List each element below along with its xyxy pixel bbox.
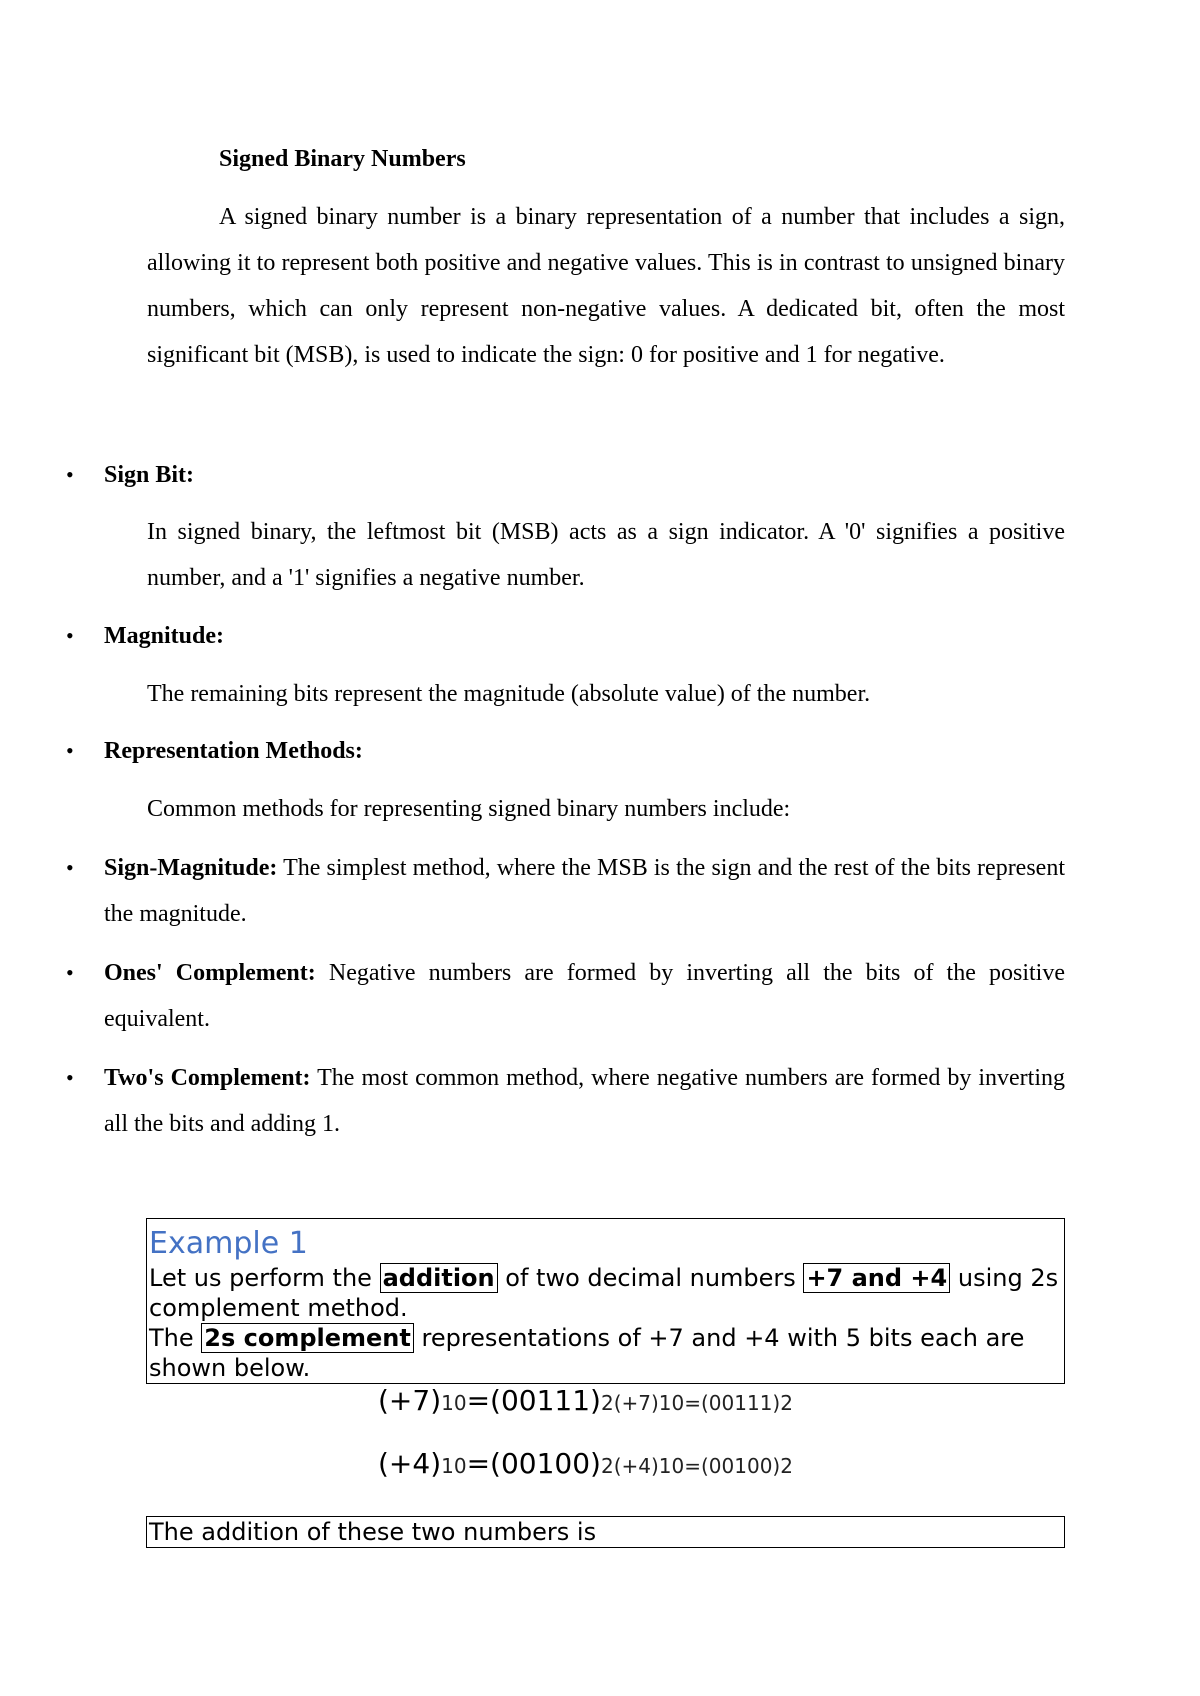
magnitude-heading: Magnitude: <box>104 623 224 649</box>
method-name: Ones' Complement: <box>104 960 316 986</box>
formula-equals: = <box>466 1384 491 1417</box>
formula-rhs-base: 2 <box>600 1391 614 1415</box>
bullet-icon: • <box>66 960 74 985</box>
formula-rhs: (00111) <box>490 1384 601 1417</box>
magnitude-text: The remaining bits represent the magnitude (absolute value) of the number. <box>147 681 871 707</box>
example-text: using 2s complement method. <box>149 1264 1059 1322</box>
method-description: Negative numbers are formed by inverting all the bits of the positive equivalent. <box>104 960 1065 1032</box>
bullet-icon: • <box>66 855 74 880</box>
bullet-icon: • <box>66 623 74 648</box>
document-title: Signed Binary Numbers <box>219 146 466 172</box>
formula-plain: (+4)10=(00100)2 <box>613 1454 793 1478</box>
sign-bit-heading: Sign Bit: <box>104 462 195 488</box>
highlight-addition: addition <box>380 1263 498 1293</box>
example-title: Example 1 <box>149 1226 308 1261</box>
formula-plus-7 <box>378 1384 793 1417</box>
bullet-icon: • <box>66 462 74 487</box>
representation-heading: Representation Methods: <box>104 738 363 764</box>
example-line-2 <box>149 1323 1062 1383</box>
sign-bit-text: In signed binary, the leftmost bit (MSB) acts as a sign indicator. A '0' signifies a positive number, and a '1' signifies a negative number. <box>147 519 1065 591</box>
example-text: of two decimal numbers <box>497 1264 804 1292</box>
example-box <box>146 1218 1065 1384</box>
formula-lhs-base: 10 <box>441 1391 467 1415</box>
formula-rhs-base: 2 <box>600 1454 614 1478</box>
formula-lhs-base: 10 <box>441 1454 467 1478</box>
formula-equals: = <box>466 1447 491 1480</box>
formula-plain: (+7)10=(00111)2 <box>613 1391 793 1415</box>
formula-rhs: (00100) <box>490 1447 601 1480</box>
example-text: The <box>149 1324 202 1352</box>
formula-lhs: (+4) <box>378 1447 442 1480</box>
method-name: Sign-Magnitude: <box>104 855 278 881</box>
intro-text: A signed binary number is a binary representation of a number that includes a sign, allowing it to represent both positive and negative values. This is in contrast to unsigned binary numbers, which can only represent non-negative values. A dedicated bit, often the most significant bit (MSB), is used to indicate the sign: 0 for positive and 1 for negative. <box>147 204 1065 368</box>
method-name: Two's Complement: <box>104 1065 311 1091</box>
bullet-icon: • <box>66 1065 74 1090</box>
formula-lhs: (+7) <box>378 1384 442 1417</box>
method-description: The most common method, where negative numbers are formed by inverting all the bits and adding 1. <box>104 1065 1065 1137</box>
bullet-icon: • <box>66 738 74 763</box>
method-description: The simplest method, where the MSB is the sign and the rest of the bits represent the magnitude. <box>104 855 1065 927</box>
formula-plus-4 <box>378 1447 793 1480</box>
method-sign-magnitude <box>104 845 1065 937</box>
addition-box <box>146 1516 1065 1548</box>
highlight-2s-complement: 2s complement <box>201 1323 414 1353</box>
example-line-1 <box>149 1263 1062 1323</box>
addition-text: The addition of these two numbers is <box>149 1518 597 1546</box>
example-text: Let us perform the <box>149 1264 380 1292</box>
representation-text: Common methods for representing signed binary numbers include: <box>147 796 791 822</box>
intro-paragraph <box>147 194 1065 378</box>
method-ones-complement <box>104 950 1065 1042</box>
highlight-operands: +7 and +4 <box>803 1263 950 1293</box>
example-text: representations of +7 and +4 with 5 bits each are shown below. <box>149 1324 1025 1382</box>
method-twos-complement <box>104 1055 1065 1147</box>
